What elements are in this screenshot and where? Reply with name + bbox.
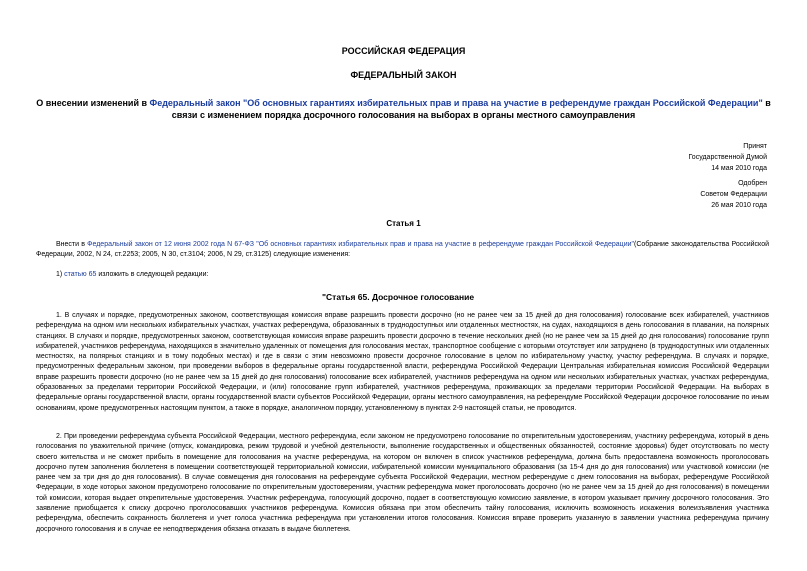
intro-suffix: (Собрание законодательства Российской Федерации, 2002, N 24, ст.2253; 2005, N 30, ст.3104; 2006, N 29, ст.3125) следующие изменения: bbox=[36, 241, 769, 258]
title-law-link[interactable]: Федеральный закон "Об основных гарантиях избирательных прав и права на участие в референдуме граждан Российской Федерации" bbox=[149, 98, 763, 108]
adoption-duma bbox=[567, 141, 767, 174]
accepted-label: Принят bbox=[743, 143, 767, 150]
doc-type-heading: ФЕДЕРАЛЬНЫЙ ЗАКОН bbox=[350, 70, 457, 80]
title-prefix: О внесении изменений в bbox=[36, 98, 150, 108]
accepted-by: Государственной Думой bbox=[688, 154, 767, 161]
article1-heading: Статья 1 bbox=[386, 219, 421, 228]
approved-date: 26 мая 2010 года bbox=[711, 202, 767, 209]
article65-link[interactable]: статью 65 bbox=[64, 271, 97, 278]
approved-label: Одобрен bbox=[738, 180, 767, 187]
article65-paragraph-2: 2. При проведении референдума субъекта Российской Федерации, местного референдума, если законом не предусмотрено голосование по открепительным удостоверениям, участнику референдума, который в день голосования по уважительной причине (отпуск, командировка, режим трудовой и учебной деятельности, выполнение государственных и общественных обязанностей, состояние здоровья) будет отсутствовать по месту своего жительства и не сможет прибыть в помещение для голосования на участке референдума, на котором он включен в список участников референдума, должна быть предоставлена возможность проголосовать досрочно путем заполнения бюллетеня в помещении соответствующей территориальной комиссии, избирательной комиссии муниципального образования (за 15-4 дня до дня голосования) или участковой комиссии (не ранее чем за три дня до дня голосования). В случае совмещения дня голосования на референдуме субъекта Российской Федерации, местном референдуме с днем голосования на выборах, референдуме Российской Федерации, в ходе которых законом предусмотрено голосование по открепительным удостоверениям, участник референдума может проголосовать досрочно (но не ранее чем за 15 дней до дня голосования) в помещении той комиссии, которая выдает открепительные удостоверения. Участник референдума, голосующий досрочно, подает в соответствующую комиссию заявление, в котором указывает причину досрочного голосования. Это заявление приобщается к списку досрочно проголосовавших участников референдума. Комиссия обязана при этом обеспечить тайну голосования, исключить возможность искажения волеизъявления участника референдума, обеспечить сохранность бюллетеня и учет голоса участника референдума при установлении итогов голосования. Комиссия вправе проверить указанную в заявлении участника референдума причину досрочного голосования и в случае ее неподтверждения обязана отказать в выдаче бюллетеня. bbox=[36, 433, 769, 533]
item1-prefix: 1) bbox=[56, 271, 65, 278]
intro-law-link[interactable]: Федеральный закон от 12 июня 2002 года N 67-ФЗ "Об основных гарантиях избирательных прав и права на участие в референдуме граждан Российской Федерации" bbox=[87, 241, 635, 248]
article1-intro bbox=[36, 240, 769, 260]
article1-item1 bbox=[36, 270, 769, 280]
adoption-council bbox=[567, 178, 767, 211]
intro-prefix: Внести в bbox=[56, 241, 88, 248]
article65-heading: "Статья 65. Досрочное голосование bbox=[322, 292, 475, 302]
approved-by: Советом Федерации bbox=[700, 191, 767, 198]
accepted-date: 14 мая 2010 года bbox=[711, 165, 767, 172]
item1-suffix: изложить в следующей редакции: bbox=[96, 271, 209, 278]
law-title bbox=[36, 97, 771, 121]
article65-paragraph-1: 1. В случаях и порядке, предусмотренных законом, соответствующая комиссия вправе разрешить провести досрочно (но не ранее чем за 15 дней до дня голосования) голосование всех избирателей, участников референдума на одном или нескольких избирательных участках, участках референдума, образованных в труднодоступных или отдаленных местностях, на судах, находящихся в день голосования в плавании, на полярных станциях. В случаях и порядке, предусмотренных законом, соответствующая комиссия вправе разрешить провести досрочно в течение нескольких дней (но не ранее чем за 15 дней до дня голосования) голосование групп избирателей, участников референдума, находящихся в значительно удаленных от помещения для голосования местах, транспортное сообщение с которыми отсутствует или затруднено (в труднодоступных или отдаленных местностях, на полярных станциях и в тому подобных местах) и где в связи с этим невозможно провести досрочное голосование в целом по избирательному участку, участку референдума. В случаях и порядке, предусмотренных федеральным законом, при проведении выборов в федеральные органы государственной власти, референдума Российской Федерации Центральная избирательная комиссия Российской Федерации вправе разрешить провести досрочно (но не ранее чем за 15 дней до дня голосования) голосование всех избирателей, участников референдума на одном или нескольких избирательных участках, участках референдума, образованных за пределами территории Российской Федерации, и (или) голосование групп избирателей, участников референдума, проживающих за пределами территории Российской Федерации. На выборах в федеральные органы государственной власти, органы государственной власти субъектов Российской Федерации, органы местного самоуправления, на референдуме Российской Федерации досрочное голосование по иным основаниям, кроме предусмотренных настоящим пунктом, а также в порядке, аналогичном порядку, установленному в пунктах 2-9 настоящей статьи, не проводится. bbox=[36, 312, 769, 412]
title-suffix: в связи с изменением порядка досрочного голосования на выборах в органы местного самоуправления bbox=[171, 98, 771, 120]
country-heading: РОССИЙСКАЯ ФЕДЕРАЦИЯ bbox=[341, 46, 466, 56]
